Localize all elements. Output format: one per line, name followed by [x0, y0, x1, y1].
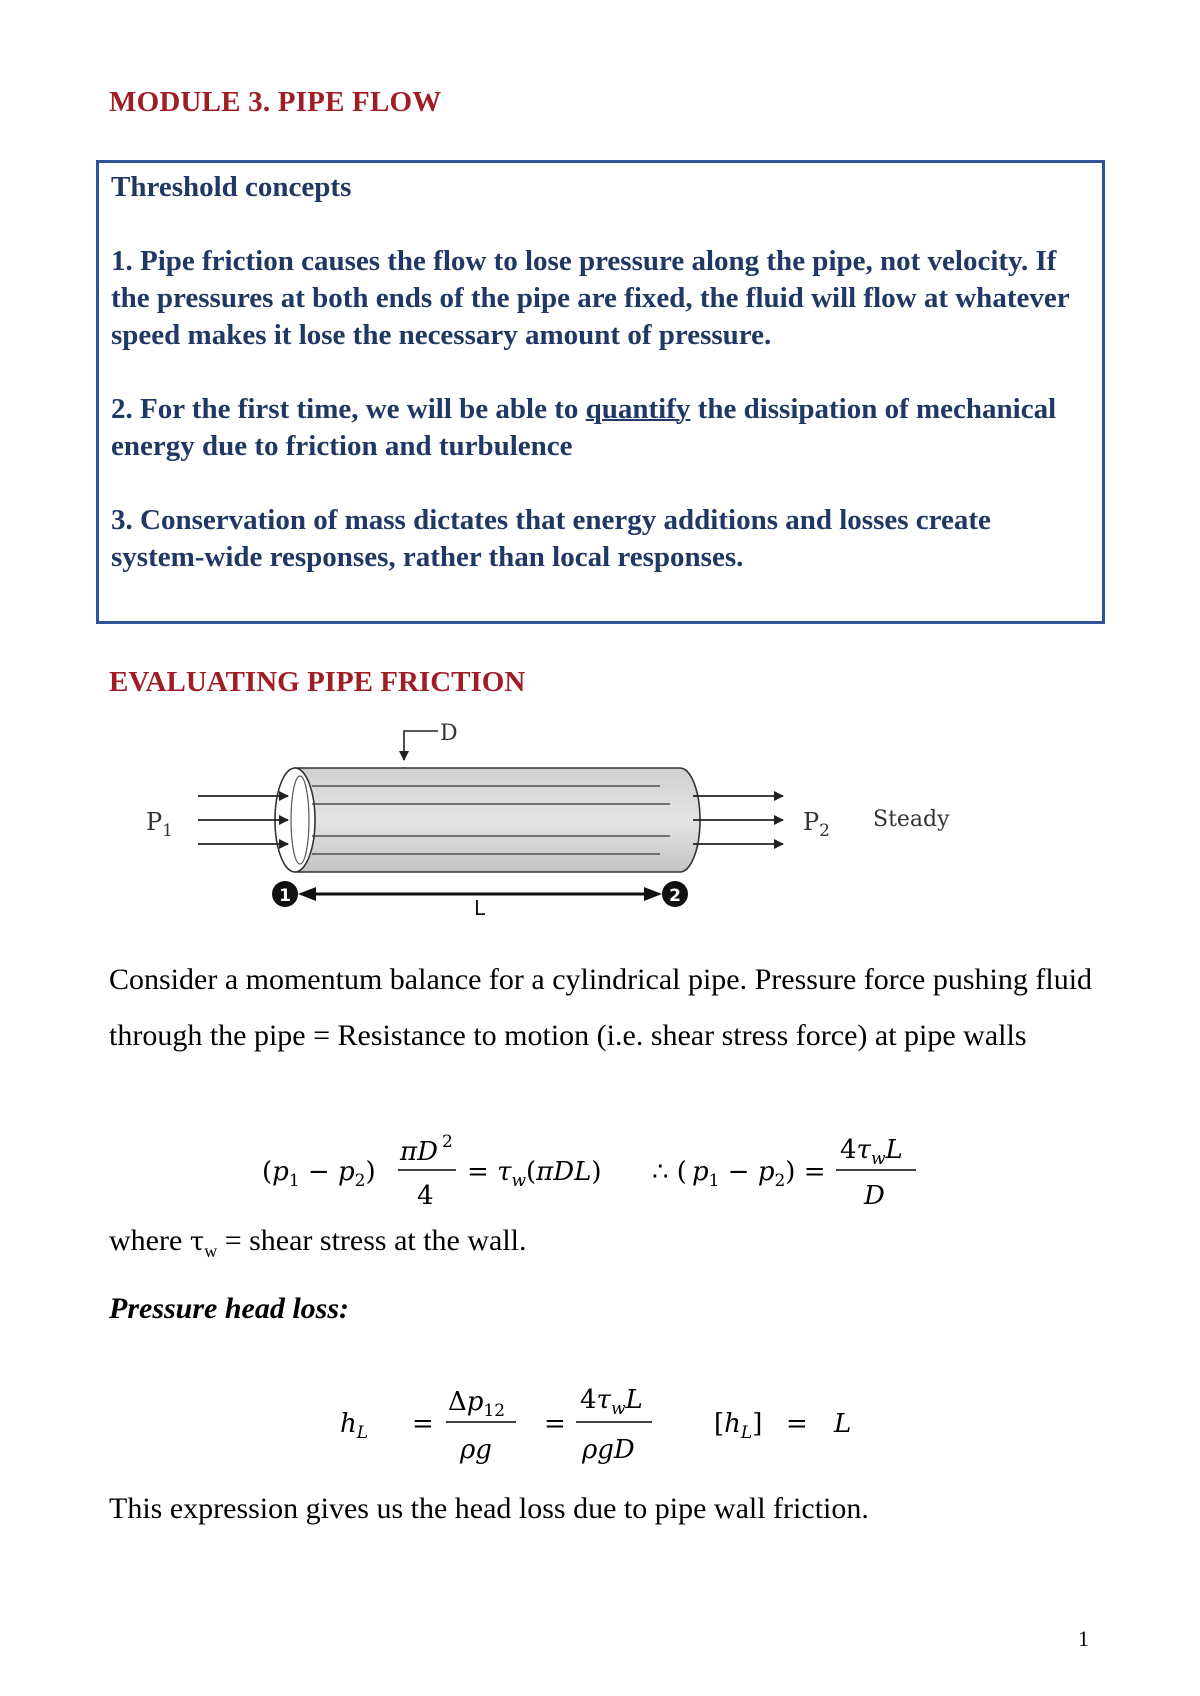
diameter-label: D [440, 721, 458, 746]
shear-stress-definition: where $\tau_w$ = shear stress at the wall. [109, 1224, 527, 1261]
module-title: MODULE 3. PIPE FLOW [109, 86, 442, 118]
threshold-item-3: 3. Conservation of mass dictates that energy additions and losses create system-wide responses, rather than local responses. [111, 504, 991, 573]
pipe-diagram [140, 710, 970, 920]
svg-text:4: 4 [417, 1181, 434, 1211]
momentum-balance-equation [260, 1120, 960, 1220]
svg-text:L: L [834, 1409, 852, 1439]
pipe-body [275, 768, 700, 872]
point-2-label: 2 [669, 886, 681, 906]
threshold-item-2-pre: 2. For the first time, we will be able to [111, 393, 586, 425]
svg-text:[hL]: $[h_L]$ [714, 1409, 763, 1443]
length-label: L [474, 896, 486, 920]
p2-label: $P_2$ [803, 808, 830, 841]
svg-text:∴ (: ∴ ( [652, 1157, 687, 1187]
length-dimension [272, 881, 688, 920]
threshold-item-2 [111, 391, 1090, 465]
steady-label: Steady [873, 807, 950, 832]
svg-text:ρgD: ρgD [582, 1435, 635, 1465]
svg-text:Δp12: $\Delta p_{12}$ [448, 1387, 506, 1421]
point-1-label: 1 [279, 886, 291, 906]
threshold-item-2-post: the dissipation of mechanical energy due to friction and turbulence [111, 393, 1057, 462]
svg-text:= τw(πDL): = $\tau_w(\pi DL)$ [467, 1157, 602, 1191]
svg-text:4τwL: $4\tau_wL$ [580, 1385, 643, 1419]
svg-text:=: = [786, 1409, 808, 1439]
svg-text:(p1 − p2): $(p_1 - p_2)$ [262, 1157, 376, 1191]
p1-label: $P_1$ [146, 808, 173, 841]
head-loss-equation [330, 1370, 890, 1480]
threshold-item-2-emphasis: quantify [585, 393, 691, 425]
svg-text:p1 − p2) =: $p_1 - p_2$) = [692, 1157, 826, 1191]
diameter-indicator [404, 721, 458, 760]
threshold-heading: Threshold concepts [111, 171, 352, 203]
svg-text:ρg: ρg [460, 1435, 492, 1465]
inlet-flow-arrows [198, 796, 288, 844]
head-loss-title: Pressure head loss: [109, 1292, 350, 1325]
svg-text:2: 2 [442, 1132, 453, 1152]
closing-sentence: This expression gives us the head loss due to pipe wall friction. [109, 1492, 869, 1525]
outlet-flow-arrows [693, 796, 783, 844]
svg-text:hL: $h_L$ [340, 1409, 369, 1443]
page-number: 1 [1078, 1626, 1089, 1651]
svg-text:=: = [544, 1409, 566, 1439]
threshold-item-1: 1. Pipe friction causes the flow to lose pressure along the pipe, not velocity. If the pressures at both ends of the pipe are fixed, the fluid will flow at whatever speed makes it lose the necessary amount of pressure. [111, 245, 1070, 351]
svg-text:=: = [412, 1409, 434, 1439]
svg-text:4τwL: $4\tau_wL$ [840, 1135, 903, 1169]
svg-text:D: D [864, 1181, 885, 1211]
momentum-balance-paragraph: Consider a momentum balance for a cylindrical pipe. Pressure force pushing fluid through the pipe = Resistance to motion (i.e. shear stress force) at pipe walls [109, 963, 1093, 1052]
threshold-concepts-box [96, 160, 1105, 624]
svg-text:πD: πD [400, 1137, 438, 1167]
section-title: EVALUATING PIPE FRICTION [109, 666, 526, 698]
